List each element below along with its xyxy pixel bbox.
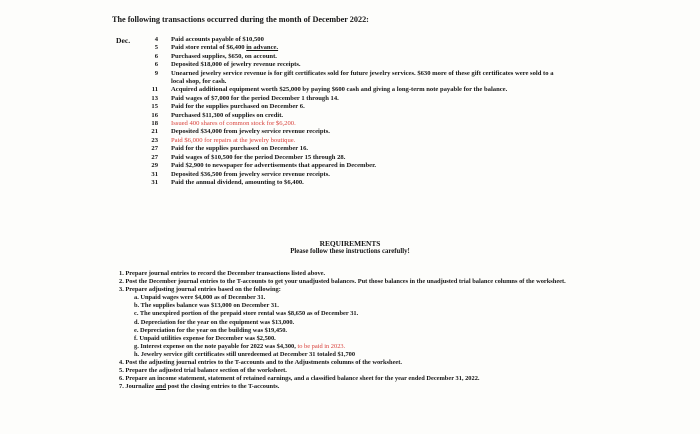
transaction-item xyxy=(146,44,566,52)
transaction-item xyxy=(146,103,566,111)
transaction-item xyxy=(146,137,566,145)
requirement-text: post the closing entries to the T-accounts. xyxy=(166,383,280,391)
transaction-text-main: Paid store rental of $6,400 xyxy=(171,44,247,52)
adjustment-item: c. The unexpired portion of the prepaid store rental was $8,650 as of December 31. xyxy=(134,310,359,318)
adjustment-item: e. Depreciation for the year on the building was $19,450. xyxy=(134,326,288,334)
transaction-day: 27 xyxy=(151,145,158,153)
transaction-item xyxy=(146,128,566,136)
adjustment-item: b. The supplies balance was $13,000 on December 31. xyxy=(134,302,279,310)
requirement-item: 4. Post the adjusting journal entries to the T-accounts and to the Adjustments columns of the worksheet. xyxy=(119,359,402,367)
transaction-day: 15 xyxy=(151,103,158,111)
adjustment-item: h. Jewelry service gift certificates still unredeemed at December 31 totaled $1,700 xyxy=(134,350,356,358)
transaction-day: 5 xyxy=(154,44,158,52)
transaction-item xyxy=(146,171,566,179)
transaction-item xyxy=(146,61,566,69)
underlined-text: in advance. xyxy=(246,44,279,52)
highlighted-text: to be paid in 2023. xyxy=(297,342,346,350)
requirement-item: 1. Prepare journal entries to record the December transactions listed above. xyxy=(119,270,326,277)
adjustment-item: f. Unpaid utilities expense for December was $2,500. xyxy=(134,334,276,342)
transaction-item xyxy=(146,86,566,94)
transaction-text: Deposited $34,000 from jewelry service revenue receipts. xyxy=(171,128,330,136)
transaction-day: 16 xyxy=(151,111,158,119)
requirement-text: 7. Journalize xyxy=(119,383,156,391)
transaction-text: Deposited $36,500 from jewelry service revenue receipts. xyxy=(171,170,330,178)
transaction-item xyxy=(146,53,566,61)
transaction-day: 13 xyxy=(151,94,158,102)
transaction-day: 27 xyxy=(151,153,158,161)
transaction-day: 29 xyxy=(151,162,158,170)
transaction-day: 6 xyxy=(154,52,158,60)
transaction-item xyxy=(146,145,566,153)
transaction-item xyxy=(146,36,566,44)
transaction-item xyxy=(146,154,566,162)
transaction-text: Paid $2,900 to newspaper for advertisements that appeared in December. xyxy=(171,162,377,170)
transaction-day: 23 xyxy=(151,136,158,144)
transaction-list xyxy=(146,36,566,187)
transaction-item xyxy=(146,112,566,120)
transaction-text: Paid the annual dividend, amounting to $6,400. xyxy=(171,178,304,186)
requirements-title: REQUIREMENTS xyxy=(319,239,381,248)
transaction-text xyxy=(171,44,278,52)
transaction-text: Unearned jewelry service revenue is for gift certificates sold for future jewelry services. $630 more of these gift certificates were sold to a local shop, for cash. xyxy=(171,69,554,86)
adjustment-item xyxy=(119,343,567,351)
transaction-item xyxy=(146,120,566,128)
transaction-text: Issued 400 shares of common stock for $6,200. xyxy=(171,120,296,128)
adjustment-item: d. Depreciation for the year on the equipment was $13,000. xyxy=(134,318,295,326)
transaction-text: Paid wages of $7,000 for the period December 1 through 14. xyxy=(171,94,339,102)
transaction-text: Purchased supplies, $650, on account. xyxy=(171,52,277,60)
transaction-item xyxy=(146,179,566,187)
requirement-item: 6. Prepare an income statement, statement of retained earnings, and a classified balance sheet for the year ended December 31, 2022. xyxy=(119,375,480,383)
transaction-text: Paid accounts payable of $10,500 xyxy=(171,36,264,43)
transaction-day: 11 xyxy=(151,86,158,94)
transaction-day: 21 xyxy=(151,128,158,136)
requirement-item: 3. Prepare adjusting journal entries based on the following: xyxy=(119,286,281,294)
transaction-text: Deposited $18,000 of jewelry revenue receipts. xyxy=(171,61,301,69)
adjustment-text: g. Interest expense on the note payable for 2022 was $4,300, xyxy=(134,342,298,350)
requirements-list xyxy=(119,270,567,391)
transaction-item xyxy=(146,95,566,103)
transaction-text: Purchased $11,300 of supplies on credit. xyxy=(171,111,284,119)
transaction-item xyxy=(146,162,566,170)
transaction-text: Paid $6,000 for repairs at the jewelry boutique. xyxy=(171,136,296,144)
requirement-item: 5. Prepare the adjusted trial balance section of the worksheet. xyxy=(119,367,287,375)
transaction-text: Paid wages of $10,500 for the period December 15 through 28. xyxy=(171,153,346,161)
transaction-text: Paid for the supplies purchased on December 6. xyxy=(171,103,305,111)
transaction-day: 6 xyxy=(154,61,158,69)
transaction-day: 9 xyxy=(154,69,158,77)
transaction-day: 4 xyxy=(154,36,158,43)
adjustment-item: a. Unpaid wages were $4,000 as of December 31. xyxy=(134,294,266,302)
transaction-item xyxy=(146,70,566,87)
transaction-text: Paid for the supplies purchased on December 16. xyxy=(171,145,309,153)
requirement-item: 2. Post the December journal entries to the T-accounts to get your unadjusted balances. Put those balances in the unadjusted trial balance columns of the worksheet. xyxy=(119,278,566,286)
transaction-day: 18 xyxy=(151,120,158,128)
underlined-text: and xyxy=(155,383,167,391)
transaction-text: Acquired additional equipment worth $25,000 by paying $600 cash and giving a long-term note payable for the balance. xyxy=(171,86,508,94)
intro-text: The following transactions occurred during the month of December 2022: xyxy=(112,15,369,24)
transaction-day: 31 xyxy=(151,170,158,178)
requirement-item xyxy=(119,383,567,391)
requirements-subtitle: Please follow these instructions carefully! xyxy=(290,248,410,255)
transaction-day: 31 xyxy=(151,178,158,186)
month-label: Dec. xyxy=(116,36,131,45)
